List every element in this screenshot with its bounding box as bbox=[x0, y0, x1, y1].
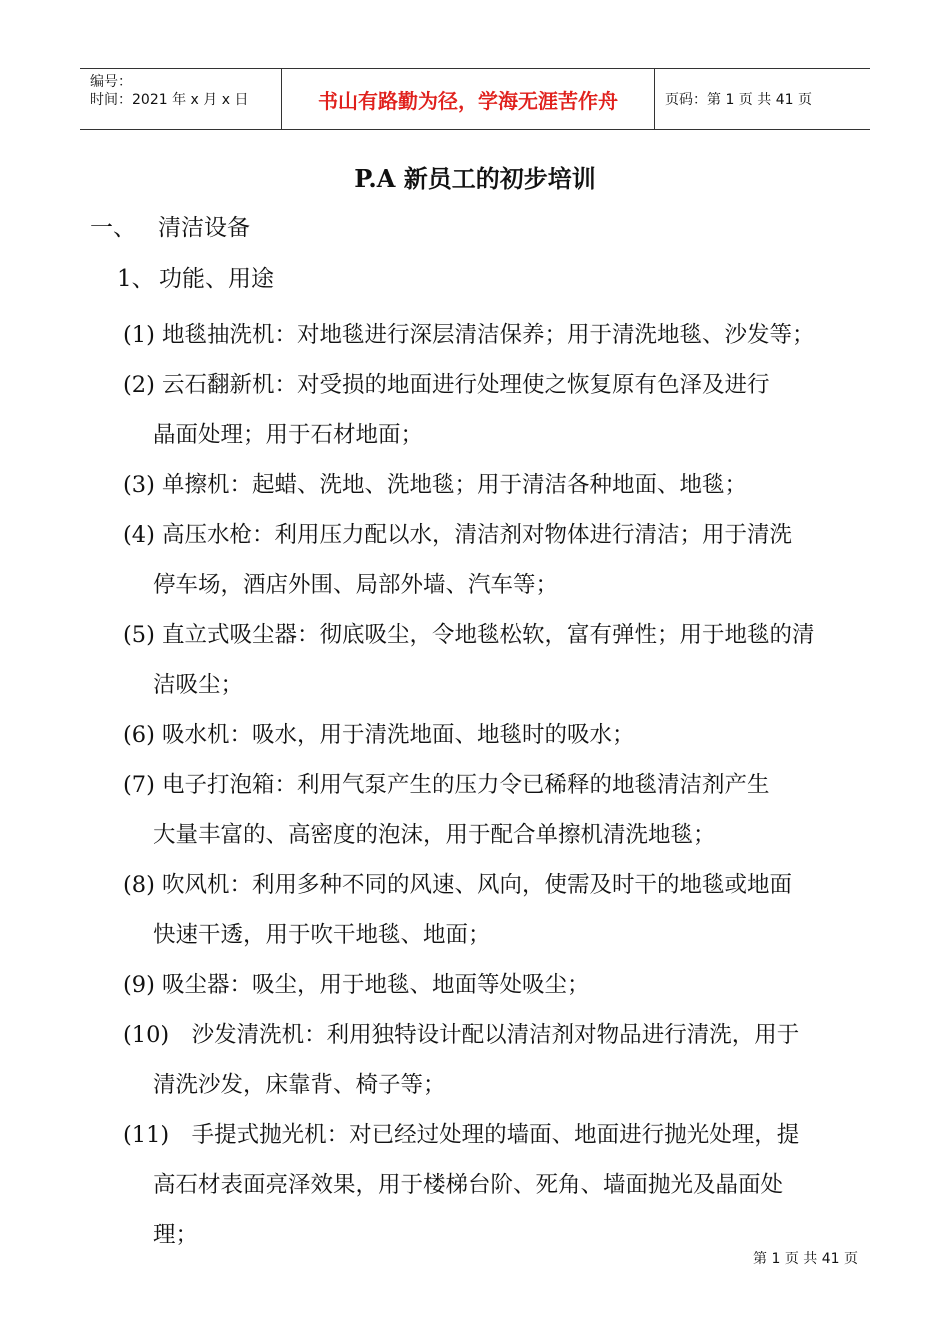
section-text: 清洁设备 bbox=[158, 215, 250, 241]
list-item bbox=[123, 610, 863, 710]
list-item bbox=[123, 360, 863, 460]
header-meta bbox=[80, 69, 282, 129]
list-item-line: 理； bbox=[153, 1222, 199, 1248]
subsection-heading bbox=[117, 262, 274, 296]
list-item-line: (11) 手提式抛光机：对已经过处理的墙面、地面进行抛光处理，提 bbox=[123, 1122, 800, 1148]
page-footer: 第 1 页 共 41 页 bbox=[753, 1251, 858, 1267]
header-motto: 书山有路勤为径，学海无涯苦作舟 bbox=[282, 69, 655, 129]
list-item bbox=[123, 710, 863, 760]
list-item bbox=[123, 960, 863, 1010]
list-item-line: (8) 吹风机：利用多种不同的风速、风向，使需及时干的地毯或地面 bbox=[123, 872, 793, 898]
list-item-line: (6) 吸水机：吸水，用于清洗地面、地毯时的吸水； bbox=[123, 722, 635, 748]
item-list bbox=[123, 310, 863, 1260]
list-item bbox=[123, 1010, 863, 1110]
header-number-label: 编号： bbox=[90, 74, 132, 90]
list-item bbox=[123, 1110, 863, 1260]
list-item-line: 快速干透，用于吹干地毯、地面； bbox=[153, 922, 491, 948]
list-item-line: 清洗沙发，床靠背、椅子等； bbox=[153, 1072, 446, 1098]
list-item-line: (3) 单擦机：起蜡、洗地、洗地毯；用于清洁各种地面、地毯； bbox=[123, 472, 748, 498]
list-item-line: (7) 电子打泡箱：利用气泵产生的压力令已稀释的地毯清洁剂产生 bbox=[123, 772, 770, 798]
header-time-label: 时间：2021 年 x 月 x 日 bbox=[90, 92, 249, 108]
subsection-text: 功能、用途 bbox=[159, 266, 274, 292]
list-item bbox=[123, 460, 863, 510]
list-item-line: 停车场，酒店外围、局部外墙、汽车等； bbox=[153, 572, 559, 598]
list-item-line: 高石材表面亮泽效果，用于楼梯台阶、死角、墙面抛光及晶面处 bbox=[153, 1172, 784, 1198]
list-item-line: (4) 高压水枪：利用压力配以水，清洁剂对物体进行清洁；用于清洗 bbox=[123, 522, 793, 548]
list-item-line: (2) 云石翻新机：对受损的地面进行处理使之恢复原有色泽及进行 bbox=[123, 372, 770, 398]
list-item bbox=[123, 760, 863, 860]
document-title: P.A 新员工的初步培训 bbox=[354, 164, 596, 193]
list-item-line: (5) 直立式吸尘器：彻底吸尘，令地毯松软，富有弹性；用于地毯的清 bbox=[123, 622, 815, 648]
list-item-line: (9) 吸尘器：吸尘，用于地毯、地面等处吸尘； bbox=[123, 972, 590, 998]
subsection-number: 1、 bbox=[117, 266, 155, 292]
header-page-info: 页码：第 1 页 共 41 页 bbox=[665, 92, 812, 108]
list-item-line: (1) 地毯抽洗机：对地毯进行深层清洁保养；用于清洗地毯、沙发等； bbox=[123, 322, 815, 348]
list-item-line: (10) 沙发清洗机：利用独特设计配以清洁剂对物品进行清洗，用于 bbox=[123, 1022, 800, 1048]
page-header bbox=[80, 68, 870, 130]
section-number: 一、 bbox=[90, 215, 136, 241]
list-item bbox=[123, 860, 863, 960]
list-item-line: 大量丰富的、高密度的泡沫，用于配合单擦机清洗地毯； bbox=[153, 822, 716, 848]
section-heading bbox=[90, 211, 250, 245]
list-item bbox=[123, 510, 863, 610]
list-item bbox=[123, 310, 863, 360]
list-item-line: 洁吸尘； bbox=[153, 672, 244, 698]
list-item-line: 晶面处理；用于石材地面； bbox=[153, 422, 424, 448]
